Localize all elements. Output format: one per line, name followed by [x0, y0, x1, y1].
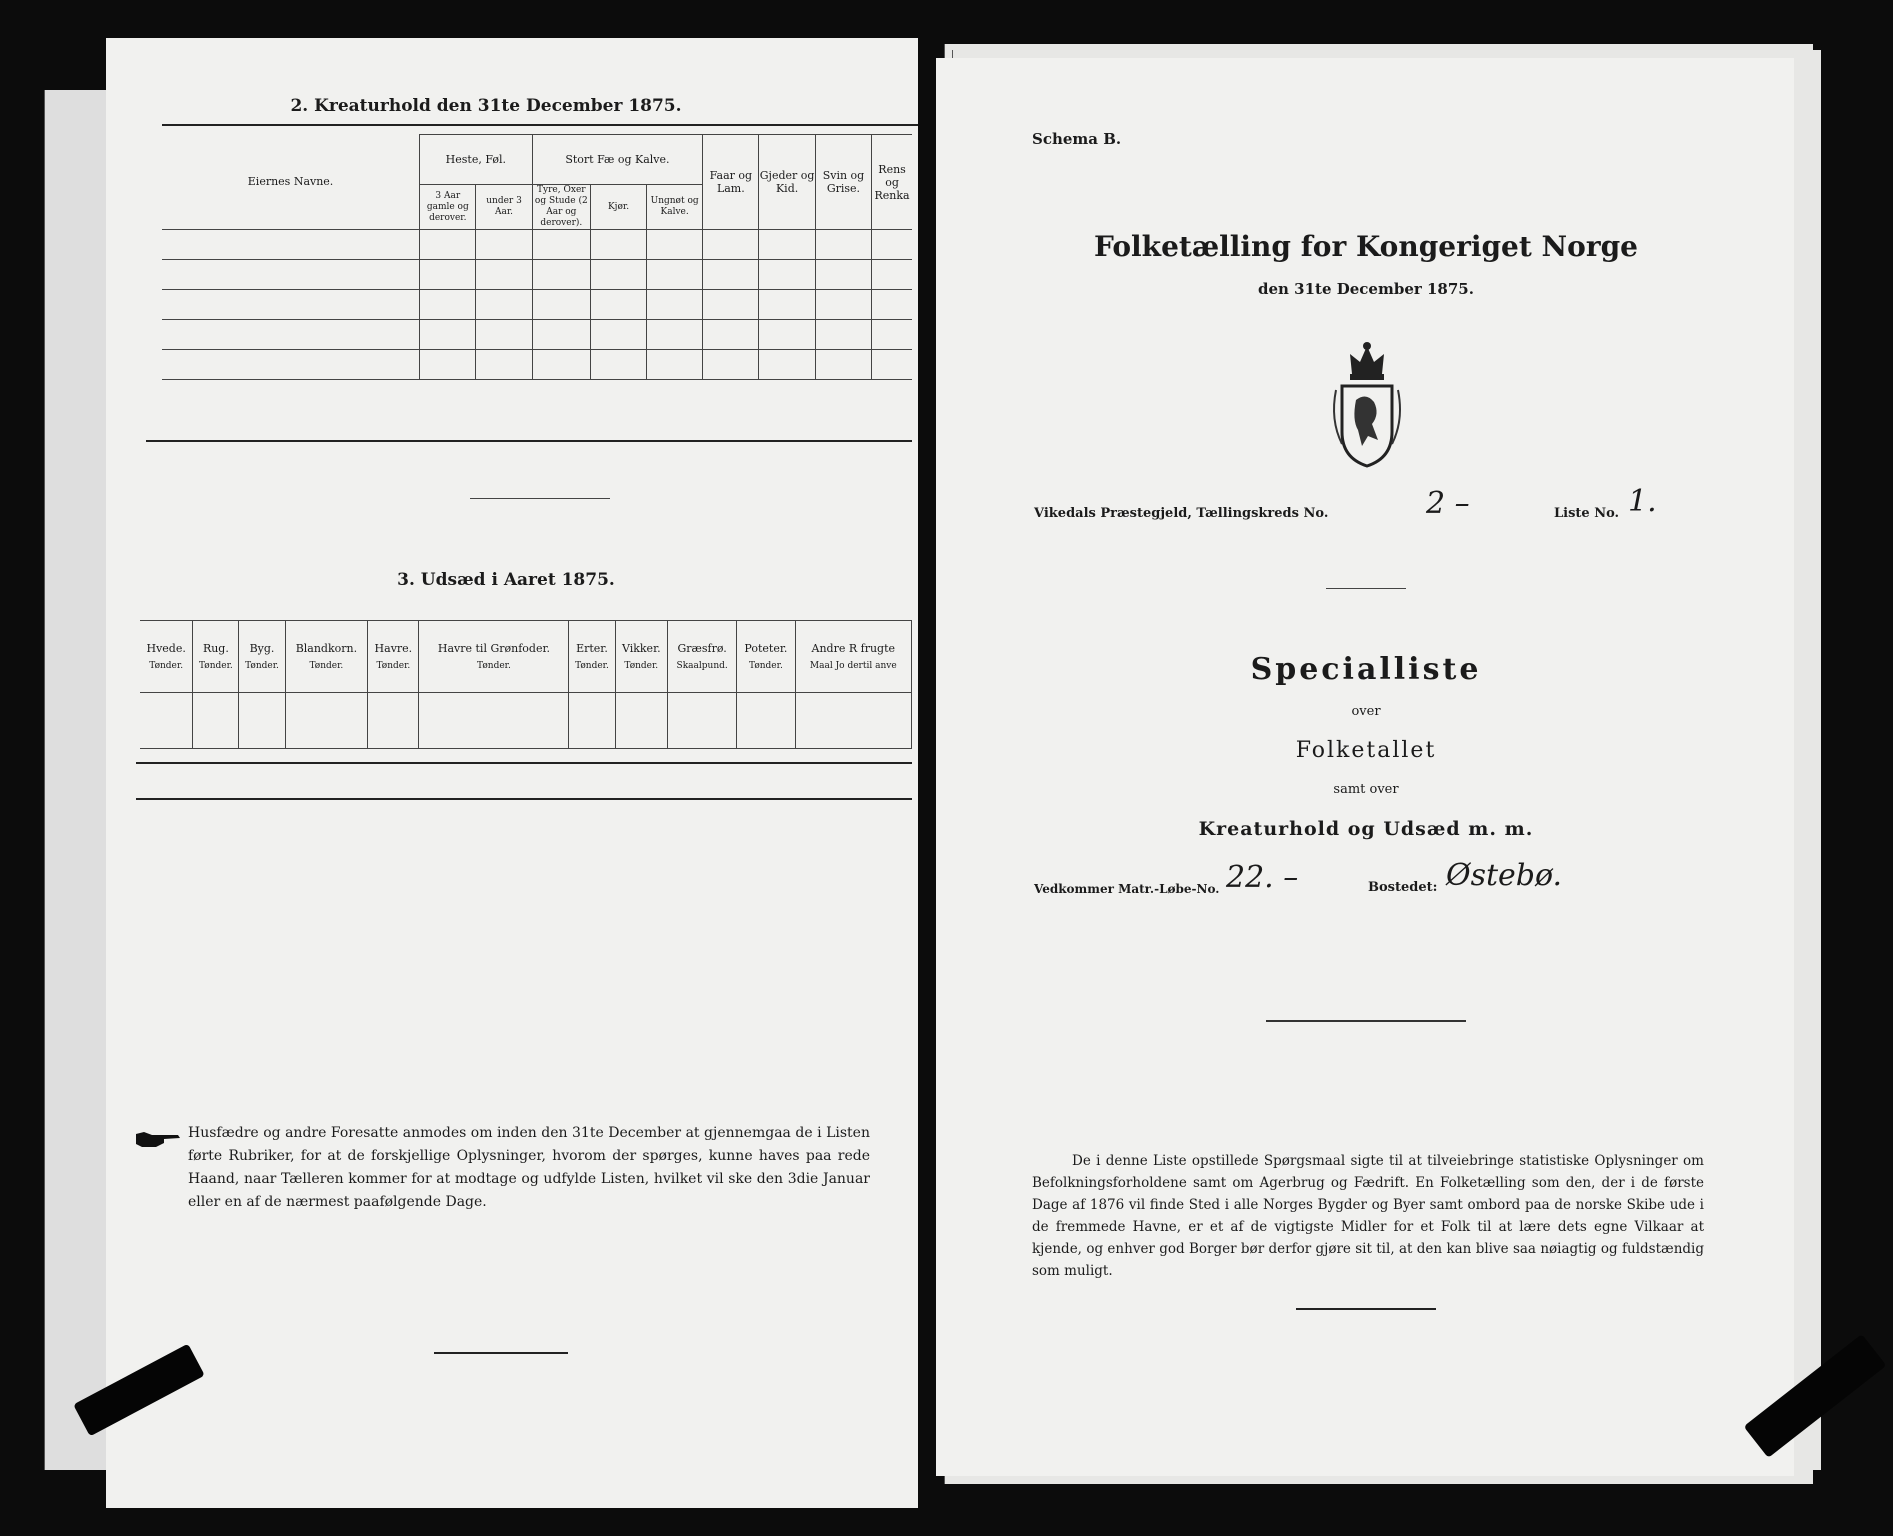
- stort-sub1-cell: [532, 185, 590, 230]
- coat-of-arms-emblem: [1322, 340, 1412, 470]
- crop-name: Erter.: [576, 641, 608, 655]
- crop-name: Rug.: [202, 641, 229, 655]
- table-row: [162, 260, 912, 290]
- gjeder-header-cell: [759, 135, 815, 230]
- stort-sub3: Ungnøt og Kalve.: [650, 196, 699, 217]
- crop-name: Blandkorn.: [295, 641, 358, 655]
- specialliste-title: Specialliste: [1250, 652, 1482, 687]
- table-row: [162, 290, 912, 320]
- crop-value-cell: [368, 693, 419, 749]
- bottom-divider: [434, 1352, 568, 1354]
- bostedet-label: Bostedet:: [1368, 880, 1438, 895]
- rensdyr-header: Rens og Renka: [874, 162, 910, 202]
- footer-text: De i denne Liste opstillede Spørgsmaal sigte til at tilveiebringe statistiske Oplysninger om Befolkningsforholdene samt om Agerbrug og Fædrift. En Folketælling som den, der i de første Dage af 1876 vil finde Sted i alle Norges Bygder og Byer samt ombord paa de norske Skibe ude i de fremmede Havne, er et af de vigtigste Midler for et Folk til at lære dets egne Vilkaar at kjende, og enhver god Borger bør derfor gjøre sit til, at den kan blive saa nøiagtig og fuldstændig som muligt.: [1032, 1153, 1704, 1279]
- rensdyr-header-cell: [872, 135, 912, 230]
- faar-header-cell: [703, 135, 759, 230]
- crop-value-cell: [737, 693, 795, 749]
- left-page: [106, 38, 918, 1508]
- table-row: [162, 320, 912, 350]
- section2-top-rule: [162, 124, 918, 126]
- crop-value-cell: [668, 693, 737, 749]
- prestegjeld-label: Vikedals Præstegjeld, Tællingskreds No.: [1034, 506, 1329, 521]
- crop-name: Hvede.: [146, 641, 186, 655]
- matr-label: Vedkommer Matr.-Løbe-No.: [1034, 882, 1220, 896]
- section3-title: 3. Udsæd i Aaret 1875.: [397, 570, 615, 590]
- crop-unit: Tønder.: [376, 660, 411, 671]
- crop-unit: Tønder.: [575, 660, 609, 671]
- crop-header-cell: [193, 621, 239, 693]
- svin-header-cell: [815, 135, 871, 230]
- stort-fae-header: Stort Fæ og Kalve.: [565, 153, 670, 166]
- crop-value-cell: [140, 693, 193, 749]
- matr-number: 22. –: [1226, 860, 1299, 895]
- main-title: Folketælling for Kongeriget Norge: [1094, 230, 1638, 263]
- table-row: [162, 350, 912, 380]
- stort-header-cell: [532, 135, 703, 185]
- crop-header-cell: [668, 621, 737, 693]
- bostedet-value: Østebø.: [1446, 858, 1563, 893]
- bottom-divider: [1296, 1308, 1436, 1310]
- divider: [1326, 588, 1406, 589]
- crop-unit: Tønder.: [149, 660, 184, 671]
- owner-name-header: Eiernes Navne.: [247, 175, 334, 189]
- crop-value-cell: [795, 693, 911, 749]
- left-page-edges: [44, 90, 115, 1470]
- crop-unit: Tønder.: [245, 660, 279, 671]
- crop-unit: Tønder.: [749, 660, 783, 671]
- crop-value-cell: [239, 693, 285, 749]
- crop-header-cell: [285, 621, 368, 693]
- crop-value-cell: [419, 693, 569, 749]
- crops-table: [140, 620, 912, 749]
- right-page: [936, 58, 1794, 1476]
- folketallet-title: Folketallet: [1295, 738, 1437, 763]
- samt-over-text: samt over: [1333, 782, 1399, 797]
- table-row: [140, 693, 912, 749]
- table-row: [162, 230, 912, 260]
- crop-name: Havre til Grønfoder.: [437, 641, 551, 655]
- crop-name: Græsfrø.: [677, 641, 727, 655]
- crop-header-cell: [737, 621, 795, 693]
- heste-sub2-cell: [476, 185, 532, 230]
- crop-name: Andre R frugte: [811, 641, 896, 655]
- heste-sub1-cell: [420, 185, 476, 230]
- crop-header-cell: [615, 621, 668, 693]
- date-line: den 31te December 1875.: [1258, 280, 1474, 298]
- heste-header-cell: [420, 135, 533, 185]
- faar-header: Faar og Lam.: [709, 169, 753, 195]
- crop-header-cell: [419, 621, 569, 693]
- heste-header: Heste, Føl.: [445, 153, 506, 166]
- crop-unit: Tønder.: [309, 660, 344, 671]
- crop-unit: Tønder.: [624, 660, 659, 671]
- crops-mid-rule: [136, 762, 912, 764]
- crop-unit: Maal Jo dertil anve: [809, 660, 897, 671]
- liste-label: Liste No.: [1554, 506, 1620, 521]
- crop-value-cell: [193, 693, 239, 749]
- crop-name: Havre.: [374, 641, 413, 655]
- crops-header-row: [140, 621, 912, 693]
- crop-header-cell: [140, 621, 193, 693]
- crop-value-cell: [569, 693, 615, 749]
- crop-value-cell: [285, 693, 368, 749]
- svin-header: Svin og Grise.: [822, 169, 865, 195]
- liste-number: 1.: [1628, 484, 1657, 519]
- crop-name: Poteter.: [744, 641, 788, 655]
- stort-sub1: Tyre, Oxer og Stude (2 Aar og derover).: [534, 185, 588, 228]
- stort-sub2: Kjør.: [607, 201, 630, 212]
- stort-sub2-cell: [591, 185, 647, 230]
- crop-header-cell: [569, 621, 615, 693]
- notice-text: Husfædre og andre Foresatte anmodes om inden den 31te December at gjennemgaa de i Listen førte Rubriker, for at de forskjellige Oplysninger, hvorom der spørges, kunne haves paa rede Haand, naar Tælleren kommer for at modtage og udfylde Listen, hvilket vil ske den 3die Januar eller en af de nærmest paafølgende Dage.: [188, 1125, 870, 1210]
- crop-name: Vikker.: [621, 641, 661, 655]
- gjeder-header: Gjeder og Kid.: [759, 169, 815, 195]
- crop-unit: Tønder.: [477, 660, 511, 671]
- crop-header-cell: [795, 621, 911, 693]
- section2-bottom-rule: [146, 440, 912, 442]
- divider: [1266, 1020, 1466, 1022]
- tellingskreds-number: 2 –: [1426, 486, 1470, 521]
- pointing-hand-icon: [134, 1128, 182, 1150]
- schema-label: Schema B.: [1032, 130, 1122, 148]
- crop-unit: Tønder.: [199, 660, 233, 671]
- heste-sub1: 3 Aar gamle og derover.: [426, 190, 469, 223]
- heste-sub2: under 3 Aar.: [486, 196, 522, 217]
- crop-name: Byg.: [249, 641, 275, 655]
- crop-value-cell: [615, 693, 668, 749]
- section2-title: 2. Kreaturhold den 31te December 1875.: [290, 96, 682, 116]
- crop-header-cell: [239, 621, 285, 693]
- over-text: over: [1351, 704, 1381, 719]
- stort-sub3-cell: [646, 185, 702, 230]
- divider: [470, 498, 610, 499]
- crop-unit: Skaalpund.: [676, 660, 728, 671]
- crops-bottom-rule: [136, 798, 912, 800]
- owner-name-header-cell: [162, 135, 420, 230]
- kreaturhold-title: Kreaturhold og Udsæd m. m.: [1198, 818, 1534, 840]
- crop-header-cell: [368, 621, 419, 693]
- livestock-table: [162, 134, 912, 380]
